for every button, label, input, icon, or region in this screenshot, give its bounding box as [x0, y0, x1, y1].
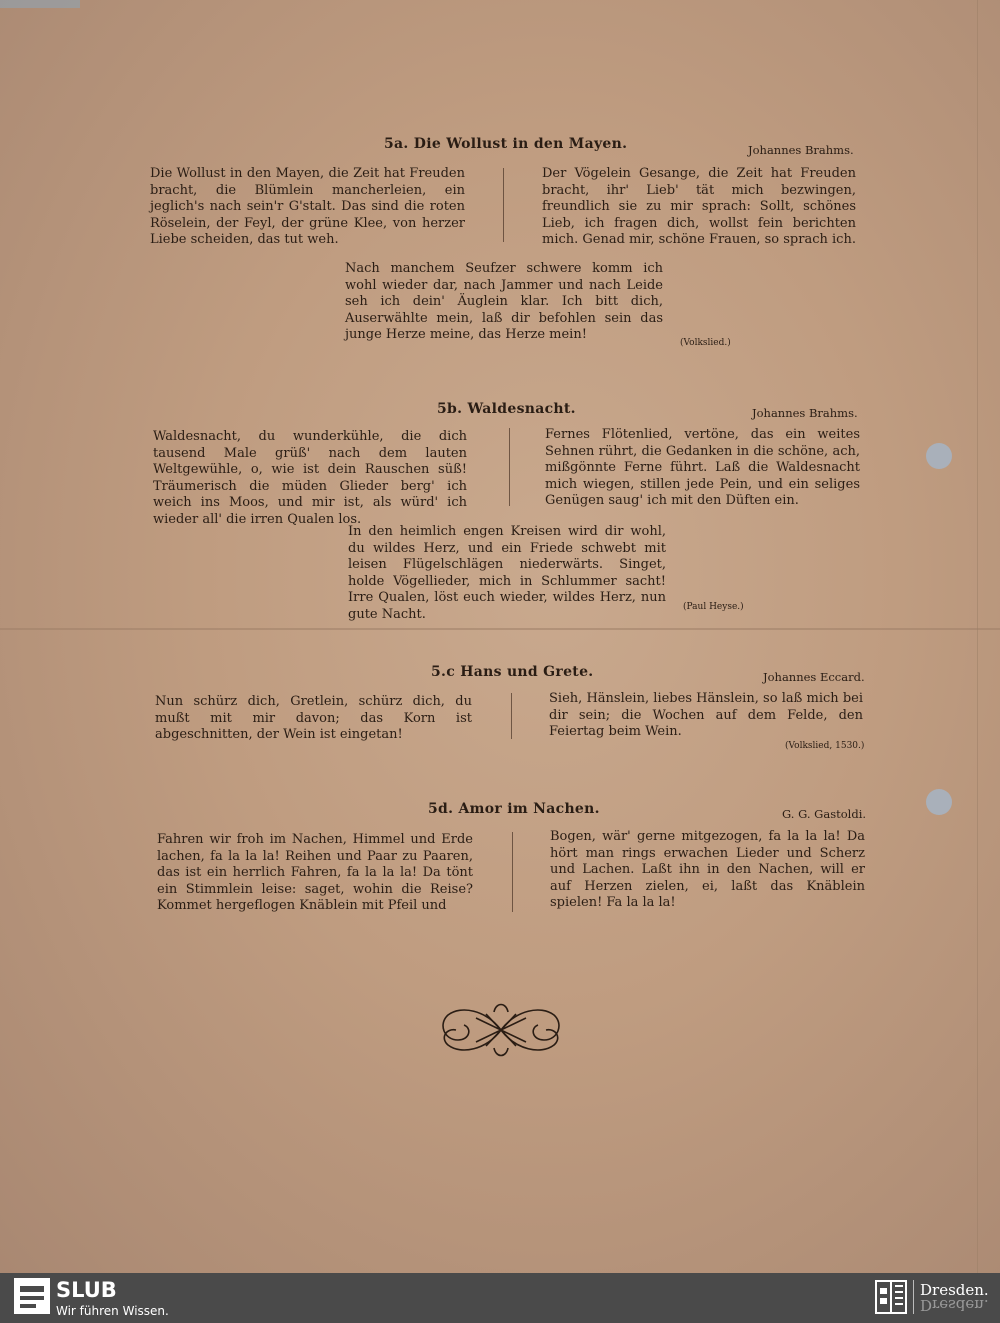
library-tagline: Wir führen Wissen. — [56, 1304, 169, 1318]
lyrics-left-5c: Nun schürz dich, Gretlein, schürz dich, du mußt mit mir davon; das Korn ist abgeschnitten, der Wein ist eingetan! — [155, 694, 472, 743]
source-note-5a: (Volkslied.) — [680, 338, 731, 348]
lyrics-center-5a: Nach manchem Seufzer schwere komm ich wohl wieder dar, nach Jammer und nach Leide seh ich dein' Äuglein klar. Ich bitt dich, Auserwählte mein, laß dir befohlen sein das junge Herze meine, das Herze mein! — [345, 261, 663, 343]
city-logo-text[interactable]: Dresden. — [920, 1281, 989, 1299]
composer-5b: Johannes Brahms. — [752, 406, 858, 420]
song-title-5d: 5d. Amor im Nachen. — [428, 801, 600, 817]
song-title-5a: 5a. Die Wollust in den Mayen. — [384, 136, 628, 152]
lyrics-left-5b: Waldesnacht, du wunderkühle, die dich tausend Male grüß' nach dem lauten Weltgewühle, o, wie ist dein Rauschen süß! Träumerisch die müden Glieder berg' ich weich ins Moos, und mir ist, als würd' ich wieder all' die irren Qualen los. — [153, 429, 467, 527]
slub-logo-icon[interactable] — [14, 1278, 50, 1314]
city-logo-reflection: Dresden. — [920, 1296, 989, 1314]
source-note-5b: (Paul Heyse.) — [683, 602, 744, 612]
composer-5d: G. G. Gastoldi. — [782, 807, 867, 821]
composer-5a: Johannes Brahms. — [748, 143, 854, 157]
footer-separator — [913, 1280, 914, 1314]
dresden-emblem-icon[interactable] — [874, 1280, 908, 1314]
song-title-5b: 5b. Waldesnacht. — [437, 401, 576, 417]
lyrics-right-5b: Fernes Flötenlied, vertöne, das ein weites Sehnen rührt, die Gedanken in die schöne, ach, mißgönnte Ferne führt. Laß die Waldesnacht mich wiegen, stillen jede Pein, und ein seliges Genügen saug' ich mit den Düften ein. — [545, 427, 860, 509]
lyrics-left-5d: Fahren wir froh im Nachen, Himmel und Erde lachen, fa la la la! Reihen und Paar zu Paaren, das ist ein herrlich Fahren, fa la la la! Da tönt ein Stimmlein leise: saget, wohin die Reise? Kommet hergeflogen Knäblein mit Pfeil und — [157, 832, 473, 914]
composer-5c: Johannes Eccard. — [763, 670, 865, 684]
paper-strip — [0, 0, 80, 8]
lyrics-center-5b: In den heimlich engen Kreisen wird dir wohl, du wildes Herz, und ein Friede schwebt mit leisen Flügelschlägen niederwärts. Singet, holde Vögellieder, mich in Schlummer sacht! Irre Qualen, löst euch wieder, wildes Herz, nun gute Nacht. — [348, 524, 666, 622]
column-divider — [512, 832, 513, 912]
lyrics-right-5c: Sieh, Hänslein, liebes Hänslein, so laß mich bei dir sein; die Wochen auf dem Felde, den Feiertag beim Wein. — [549, 691, 863, 740]
source-note-5c: (Volkslied, 1530.) — [785, 741, 865, 751]
lyrics-right-5a: Der Vögelein Gesange, die Zeit hat Freuden bracht, ihr' Lieb' tät mich bezwingen, freundlich sie zu mir sprach: Sollt, schönes Lieb, ich fragen dich, wollst fein berichten mich. Genad mir, schöne Frauen, so sprach ich. — [542, 166, 856, 248]
ornament-flourish-icon — [436, 1000, 566, 1062]
lyrics-right-5d: Bogen, wär' gerne mitgezogen, fa la la la! Da hört man rings erwachen Lieder und Scherz und Lachen. Laßt ihn in den Nachen, will er auf Herzen zielen, ei, laßt das Knäblein spielen! Fa la la la! — [550, 829, 865, 911]
punch-hole — [926, 789, 952, 815]
column-divider — [511, 693, 512, 739]
column-divider — [503, 168, 504, 242]
library-name[interactable]: SLUB — [56, 1278, 117, 1302]
column-divider — [509, 428, 510, 506]
punch-hole — [926, 443, 952, 469]
lyrics-left-5a: Die Wollust in den Mayen, die Zeit hat Freuden bracht, die Blümlein mancherleien, ein jeglich's nach sein'r G'stalt. Das sind die roten Röselein, der Feyl, der grüne Klee, von herzer Liebe scheiden, das tut weh. — [150, 166, 465, 248]
song-title-5c: 5.c Hans und Grete. — [431, 664, 594, 680]
